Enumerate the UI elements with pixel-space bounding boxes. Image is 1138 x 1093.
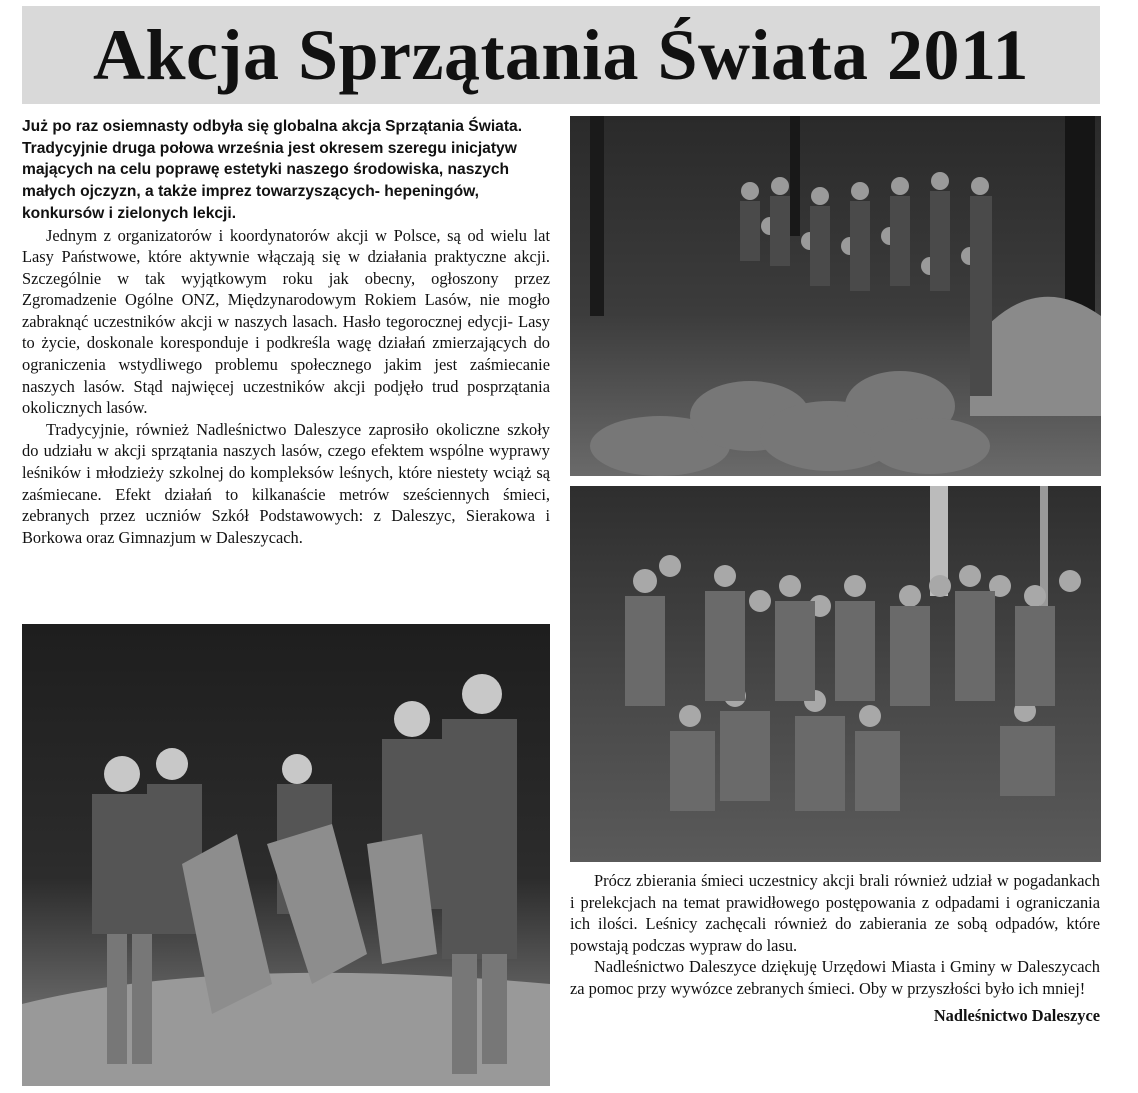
photo-group-with-trash-bags (570, 116, 1101, 476)
photo-students-carrying-bags (22, 624, 550, 1086)
article-paragraph-2: Tradycyjnie, również Nadleśnictwo Daleszyce zaprosiło okoliczne szkoły do udziału w akcji sprzątania naszych lasów, czego efektem wspólne wyprawy leśników i młodzieży szkolnej do kompleksów leśnych, które niestety wciąż są zaśmiecane. Efekt działań to kilkanaście metrów sześciennych śmieci, zebranych przez uczniów Szkół Podstawowych: z Daleszyc, Sierakowa i Borkowa oraz Gimnazjum w Daleszycach. (22, 419, 550, 547)
article-signature: Nadleśnictwo Daleszyce (933, 1005, 1100, 1025)
article-paragraph-4: Nadleśnictwo Daleszyce dziękuję Urzędowi Miasta i Gminy w Daleszycach za pomoc przy wywózce zebranych śmieci. Oby w przyszłości było ich mniej! (570, 957, 1100, 998)
article-paragraph-1: Jednym z organizatorów i koordynatorów akcji w Polsce, są od wielu lat Lasy Państwowe, które aktywnie włączają się w działania praktyczne akcji. Szczególnie w tak wyjątkowym roku jak obecny, ogłoszony przez Zgromadzenie Ogólne ONZ, Międzynarodowym Rokiem Lasów, nie mogło zabraknąć uczestników akcji w naszych lasach. Hasło tegorocznej edycji- Lasy to życie, doskonale koresponduje i podkreśla wagę działań zmierzających do ograniczenia wstydliwego problemu społecznego jakim jest zaśmiecanie naszych lasów. Stąd najwięcej uczestników akcji podjęło trud posprzątania okolicznych lasów. (22, 225, 550, 418)
title-banner (22, 6, 1100, 104)
photo-group-portrait (570, 486, 1101, 862)
left-column (22, 116, 550, 548)
article-lead: Już po raz osiemnasty odbyła się globalna akcja Sprzątania Świata. Tradycyjnie druga połowa września jest okresem szeregu inicjatyw mających na celu poprawę estetyki naszego środowiska, naszych małych ojczyzn, a także imprez towarzyszących- hepeningów, konkursów i zielonych lekcji. (22, 118, 523, 222)
right-column-text (570, 870, 1100, 1026)
article-title: Akcja Sprzątania Świata 2011 (92, 15, 1030, 95)
article-paragraph-3: Prócz zbierania śmieci uczestnicy akcji brali również udział w pogadankach i prelekcjach na temat prawidłowego postępowania z odpadami i ograniczania ich ilości. Leśnicy zachęcali również do zabierania ze sobą odpadów, które powstają podczas wypraw do lasu. (570, 871, 1100, 955)
